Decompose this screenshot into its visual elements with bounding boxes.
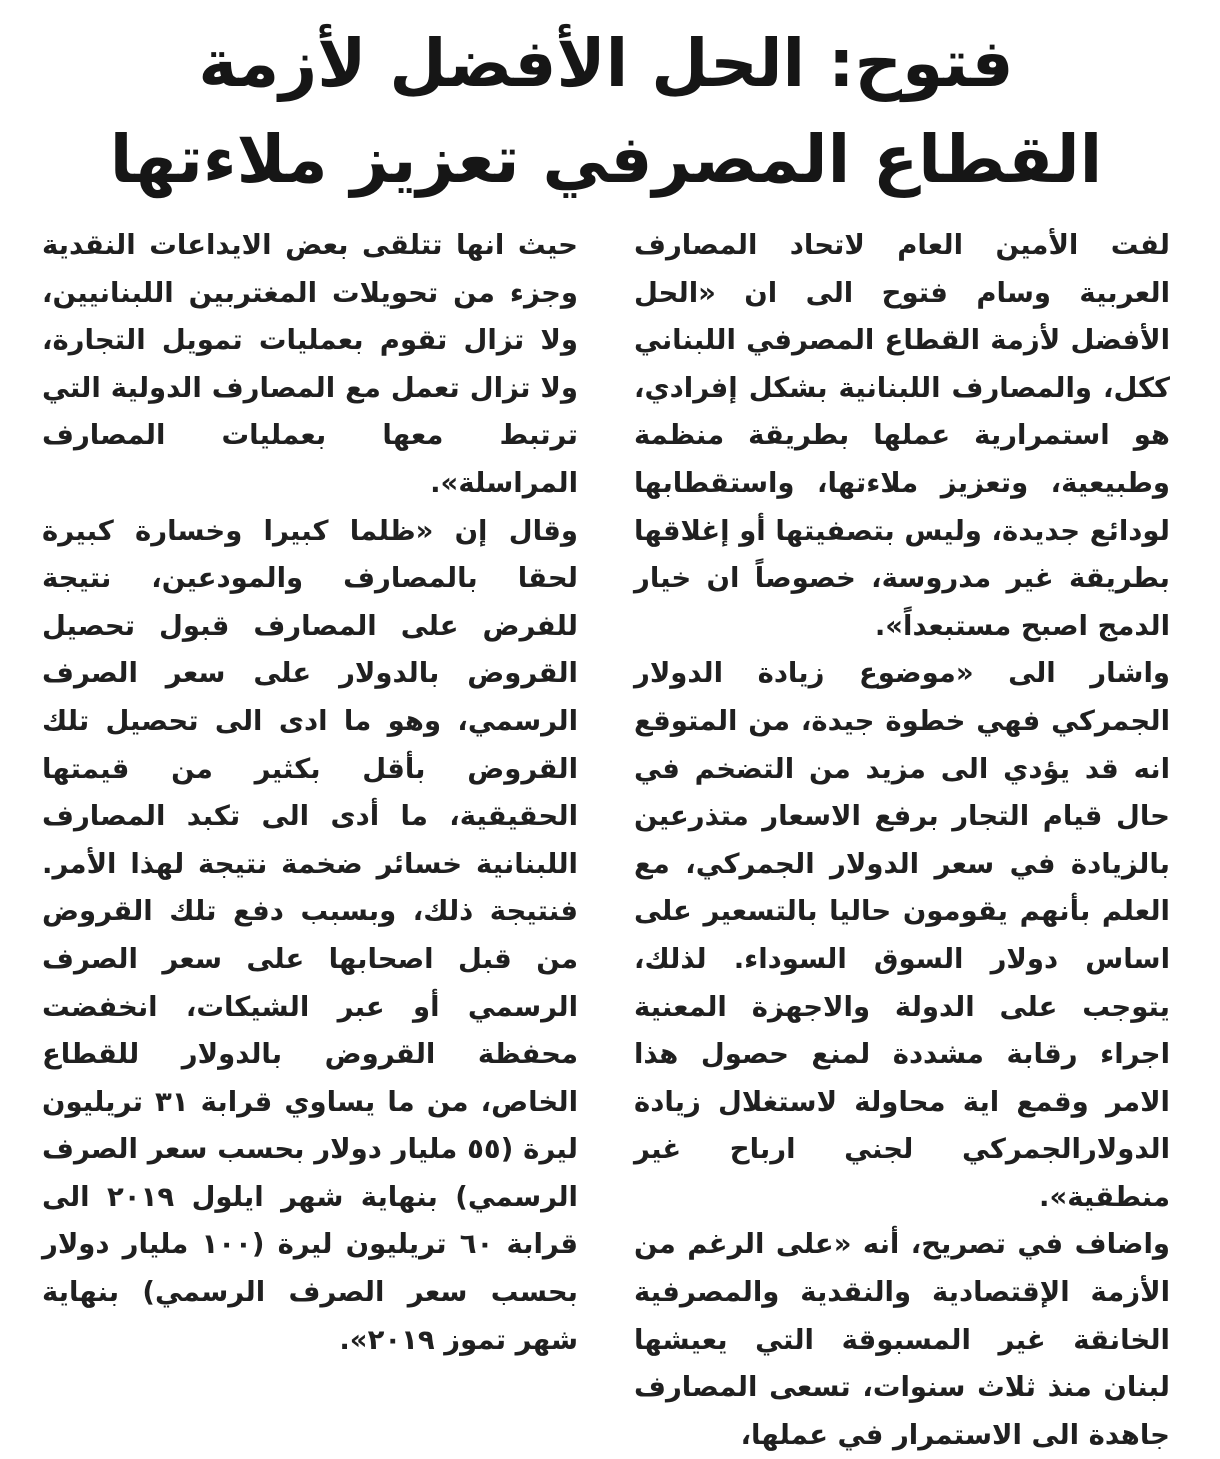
paragraph: وقال إن «ظلما كبيرا وخسارة كبيرة لحقا بالمصارف والمودعين، نتيجة للفرض على المصارف قبول تحصيل القروض بالدولار على سعر الصرف الرسمي، وهو ما ادى الى تحصيل تلك القروض بأقل بكثير من قيمتها الحقيقية، ما أدى الى تكبد المصارف اللبنانية خسائر ضخمة نتيجة لهذا الأمر. فنتيجة ذلك، وبسبب دفع تلك القروض من قبل اصحابها على سعر الصرف الرسمي أو عبر الشيكات، انخفضت محفظة القروض بالدولار للقطاع الخاص، من ما يساوي قرابة ٣١ تريليون ليرة (٥٥ مليار دولار بحسب سعر الصرف الرسمي) بنهاية شهر ايلول ٢٠١٩ الى قرابة ٦٠ تريليون ليرة (١٠٠ مليار دولار بحسب سعر الصرف الرسمي) بنهاية شهر تموز ٢٠١٩». bbox=[42, 514, 578, 1356]
left-column bbox=[42, 222, 578, 1356]
paragraph: حيث انها تتلقى بعض الايداعات النقدية وجزء من تحويلات المغتربين اللبنانيين، ولا تزال تقوم بعمليات تمويل التجارة، ولا تزال تعمل مع المصارف الدولية التي ترتبط معها بعمليات المصارف المراسلة». bbox=[42, 229, 578, 499]
headline bbox=[42, 16, 1170, 208]
paragraph: واشار الى «موضوع زيادة الدولار الجمركي فهي خطوة جيدة، من المتوقع انه قد يؤدي الى مزيد من التضخم في حال قيام التجار برفع الاسعار متذرعين بالزيادة في سعر الدولار الجمركي، مع العلم بأنهم يقومون حاليا بالتسعير على اساس دولار السوق السوداء. لذلك، يتوجب على الدولة والاجهزة المعنية اجراء رقابة مشددة لمنع حصول هذا الامر وقمع اية محاولة لاستغلال زيادة الدولارالجمركي لجني ارباح غير منطقية». bbox=[634, 657, 1170, 1213]
paragraph: لفت الأمين العام لاتحاد المصارف العربية وسام فتوح الى ان «الحل الأفضل لأزمة القطاع المصرفي اللبناني ككل، والمصارف اللبنانية بشكل إفرادي، هو استمرارية عملها بطريقة منظمة وطبيعية، وتعزيز ملاءتها، واستقطابها لودائع جديدة، وليس بتصفيتها أو إغلاقها بطريقة غير مدروسة، خصوصاً ان خيار الدمج اصبح مستبعداً». bbox=[634, 229, 1170, 642]
headline-line-2: القطاع المصرفي تعزيز ملاءتها bbox=[109, 121, 1103, 198]
right-column bbox=[634, 222, 1170, 1451]
headline-line-1: فتوح: الحل الأفضل لأزمة bbox=[198, 25, 1014, 102]
article-body bbox=[42, 222, 1170, 1451]
paragraph: واضاف في تصريح، أنه «على الرغم من الأزمة الإقتصادية والنقدية والمصرفية الخانقة غير المسبوقة التي يعيشها لبنان منذ ثلاث سنوات، تسعى المصارف جاهدة الى الاستمرار في عملها، bbox=[634, 1228, 1170, 1451]
